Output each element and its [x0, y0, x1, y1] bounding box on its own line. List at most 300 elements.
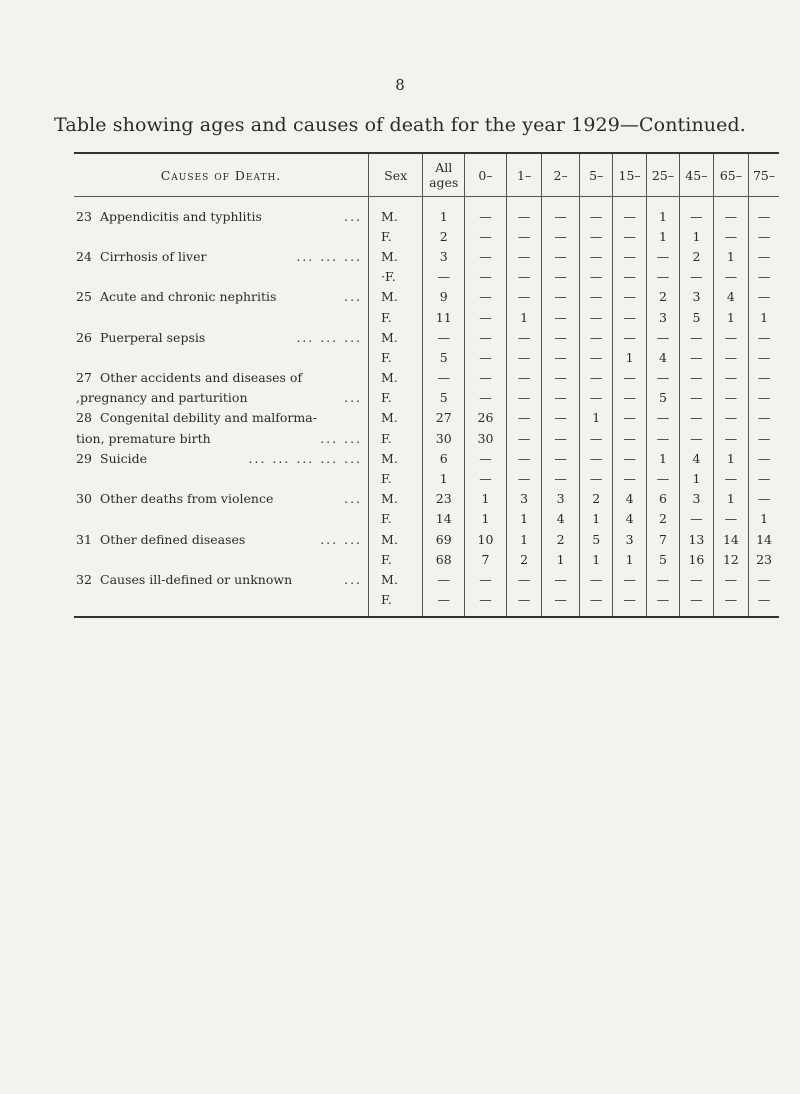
age-group-cell: — — [680, 197, 713, 227]
table-row — [74, 287, 779, 307]
sex-cell: M. — [369, 408, 423, 428]
age-group-cell: — — [506, 347, 542, 367]
age-group-cell: 5 — [680, 307, 713, 327]
all-ages-cell: 5 — [423, 347, 465, 367]
age-group-cell: — — [646, 267, 679, 287]
age-group-cell: — — [542, 569, 580, 589]
age-group-cell: 2 — [646, 287, 679, 307]
age-group-cell: 3 — [542, 489, 580, 509]
age-group-cell: — — [465, 267, 507, 287]
age-group-cell: — — [579, 267, 612, 287]
age-group-cell: 16 — [680, 549, 713, 569]
age-group-cell: — — [542, 226, 580, 246]
age-group-cell: 6 — [646, 489, 679, 509]
age-group-cell: — — [506, 327, 542, 347]
all-ages-cell: 14 — [423, 509, 465, 529]
cause-number: 28 — [76, 410, 92, 426]
sex-cell: F. — [369, 226, 423, 246]
table-row — [74, 347, 779, 367]
age-group-cell: — — [680, 428, 713, 448]
cause-cell — [74, 448, 369, 468]
age-group-cell: 4 — [680, 448, 713, 468]
age-group-cell: 1 — [613, 549, 646, 569]
cause-label: tion, premature birth — [76, 430, 211, 446]
age-group-cell: 2 — [579, 489, 612, 509]
age-group-cell: — — [506, 197, 542, 227]
all-ages-cell: 1 — [423, 468, 465, 488]
age-group-cell: — — [646, 468, 679, 488]
age-group-cell: — — [613, 408, 646, 428]
table-row — [74, 327, 779, 347]
age-group-cell: — — [749, 246, 779, 266]
age-group-cell: — — [680, 590, 713, 616]
cause-number: 25 — [76, 289, 92, 305]
age-group-cell: — — [465, 226, 507, 246]
leader-dots: ... — [344, 491, 363, 507]
age-group-cell: — — [749, 347, 779, 367]
age-group-cell: — — [465, 590, 507, 616]
sex-cell: F. — [369, 428, 423, 448]
leader-dots: ... ... ... — [296, 329, 363, 345]
age-group-cell: 23 — [749, 549, 779, 569]
age-group-cell: — — [579, 590, 612, 616]
age-group-cell: — — [542, 428, 580, 448]
age-group-cell: — — [579, 246, 612, 266]
age-group-cell: — — [680, 408, 713, 428]
age-group-cell: 1 — [713, 448, 749, 468]
age-group-cell: 1 — [579, 549, 612, 569]
age-group-cell: — — [465, 468, 507, 488]
header-age-group: 65– — [713, 154, 749, 197]
sex-cell: M. — [369, 327, 423, 347]
age-group-cell: — — [646, 428, 679, 448]
header-age-group: 75– — [749, 154, 779, 197]
age-group-cell: — — [506, 226, 542, 246]
age-group-cell: — — [613, 327, 646, 347]
age-group-cell: — — [613, 590, 646, 616]
page-title: Table showing ages and causes of death for the year 1929—Continued. — [54, 114, 746, 136]
cause-cell — [74, 368, 369, 388]
cause-cell — [74, 287, 369, 307]
table-row — [74, 489, 779, 509]
all-ages-cell: 1 — [423, 197, 465, 227]
age-group-cell: — — [613, 569, 646, 589]
table-row — [74, 197, 779, 227]
cause-label: Other deaths from violence — [100, 491, 274, 507]
age-group-cell: — — [749, 468, 779, 488]
leader-dots: ... ... — [320, 531, 363, 547]
age-group-cell: — — [465, 347, 507, 367]
all-ages-cell: 30 — [423, 428, 465, 448]
all-ages-cell: 5 — [423, 388, 465, 408]
cause-cell — [74, 590, 369, 616]
cause-cell — [74, 226, 369, 246]
age-group-cell: 2 — [542, 529, 580, 549]
sex-cell: M. — [369, 569, 423, 589]
age-group-cell: — — [542, 347, 580, 367]
age-group-cell: 1 — [713, 246, 749, 266]
age-group-cell: 1 — [506, 529, 542, 549]
age-group-cell: — — [646, 590, 679, 616]
cause-label: Puerperal sepsis — [100, 329, 206, 345]
cause-cell — [74, 569, 369, 589]
sex-cell: M. — [369, 287, 423, 307]
age-group-cell: — — [713, 327, 749, 347]
cause-cell — [74, 529, 369, 549]
age-group-cell: — — [465, 569, 507, 589]
age-group-cell: — — [506, 408, 542, 428]
all-ages-cell: — — [423, 368, 465, 388]
age-group-cell: — — [749, 368, 779, 388]
age-group-cell: — — [680, 368, 713, 388]
death-causes-table — [74, 154, 779, 616]
table-row — [74, 226, 779, 246]
age-group-cell: — — [680, 509, 713, 529]
cause-label: Congenital debility and malforma- — [100, 410, 317, 426]
cause-label: Causes ill-defined or unknown — [100, 571, 293, 587]
age-group-cell: — — [579, 307, 612, 327]
age-group-cell: — — [542, 368, 580, 388]
cause-cell — [74, 267, 369, 287]
age-group-cell: 5 — [579, 529, 612, 549]
age-group-cell: — — [646, 408, 679, 428]
age-group-cell: 1 — [680, 468, 713, 488]
cause-number: 23 — [76, 208, 92, 224]
table-row — [74, 569, 779, 589]
age-group-cell: — — [646, 569, 679, 589]
age-group-cell: — — [579, 468, 612, 488]
table-row — [74, 368, 779, 388]
all-ages-cell: 68 — [423, 549, 465, 569]
age-group-cell: 5 — [646, 549, 679, 569]
age-group-cell: — — [713, 197, 749, 227]
age-group-cell: 1 — [579, 408, 612, 428]
age-group-cell: 1 — [542, 549, 580, 569]
age-group-cell: — — [680, 388, 713, 408]
all-ages-cell: — — [423, 327, 465, 347]
all-ages-cell: — — [423, 569, 465, 589]
age-group-cell: — — [613, 468, 646, 488]
age-group-cell: 3 — [680, 287, 713, 307]
age-group-cell: — — [506, 428, 542, 448]
header-cause: Causes of Death. — [74, 154, 369, 197]
age-group-cell: 4 — [613, 509, 646, 529]
cause-cell — [74, 327, 369, 347]
age-group-cell: 3 — [646, 307, 679, 327]
age-group-cell: — — [579, 327, 612, 347]
age-group-cell: — — [713, 388, 749, 408]
age-group-cell: — — [506, 267, 542, 287]
header-all-ages-line2: ages — [429, 175, 459, 190]
cause-number: 27 — [76, 370, 92, 386]
age-group-cell: 7 — [465, 549, 507, 569]
table-row — [74, 529, 779, 549]
cause-cell — [74, 468, 369, 488]
age-group-cell: — — [465, 307, 507, 327]
header-age-group: 5– — [579, 154, 612, 197]
age-group-cell: — — [465, 327, 507, 347]
age-group-cell: — — [713, 408, 749, 428]
age-group-cell: 30 — [465, 428, 507, 448]
sex-cell: M. — [369, 368, 423, 388]
table-body — [74, 197, 779, 616]
table-header-row — [74, 154, 779, 197]
sex-cell: ·F. — [369, 267, 423, 287]
age-group-cell: — — [579, 388, 612, 408]
header-age-group: 2– — [542, 154, 580, 197]
cause-cell — [74, 549, 369, 569]
age-group-cell: — — [506, 569, 542, 589]
age-group-cell: — — [579, 287, 612, 307]
table-row — [74, 590, 779, 616]
leader-dots: ... — [344, 390, 363, 406]
age-group-cell: 1 — [506, 307, 542, 327]
sex-cell: F. — [369, 307, 423, 327]
all-ages-cell: 11 — [423, 307, 465, 327]
table-row — [74, 246, 779, 266]
age-group-cell: — — [749, 590, 779, 616]
age-group-cell: — — [579, 226, 612, 246]
age-group-cell: — — [579, 347, 612, 367]
age-group-cell: — — [713, 226, 749, 246]
age-group-cell: 3 — [680, 489, 713, 509]
age-group-cell: — — [506, 448, 542, 468]
cause-number: 26 — [76, 329, 92, 345]
age-group-cell: 4 — [713, 287, 749, 307]
cause-label: Other accidents and diseases of — [100, 370, 303, 386]
age-group-cell: 5 — [646, 388, 679, 408]
age-group-cell: — — [613, 287, 646, 307]
cause-cell — [74, 408, 369, 428]
age-group-cell: — — [542, 448, 580, 468]
age-group-cell: — — [749, 489, 779, 509]
age-group-cell: 7 — [646, 529, 679, 549]
table-row — [74, 428, 779, 448]
age-group-cell: — — [542, 590, 580, 616]
age-group-cell: — — [465, 448, 507, 468]
age-group-cell: — — [542, 246, 580, 266]
cause-cell — [74, 197, 369, 227]
age-group-cell: 1 — [646, 226, 679, 246]
sex-cell: F. — [369, 388, 423, 408]
age-group-cell: — — [613, 428, 646, 448]
cause-number: 30 — [76, 491, 92, 507]
age-group-cell: — — [680, 267, 713, 287]
age-group-cell: — — [749, 267, 779, 287]
age-group-cell: — — [613, 307, 646, 327]
age-group-cell: 14 — [713, 529, 749, 549]
age-group-cell: — — [646, 368, 679, 388]
all-ages-cell: 3 — [423, 246, 465, 266]
leader-dots: ... ... — [320, 430, 363, 446]
age-group-cell: — — [713, 468, 749, 488]
sex-cell: F. — [369, 347, 423, 367]
age-group-cell: — — [680, 327, 713, 347]
age-group-cell: — — [749, 408, 779, 428]
header-sex: Sex — [369, 154, 423, 197]
cause-label: Acute and chronic nephritis — [100, 289, 277, 305]
cause-cell — [74, 388, 369, 408]
header-age-group: 1– — [506, 154, 542, 197]
sex-cell: M. — [369, 489, 423, 509]
age-group-cell: 1 — [713, 489, 749, 509]
cause-label: Cirrhosis of liver — [100, 248, 207, 264]
table-row — [74, 267, 779, 287]
leader-dots: ... — [344, 208, 363, 224]
age-group-cell: 1 — [749, 509, 779, 529]
table-row — [74, 509, 779, 529]
age-group-cell: — — [613, 388, 646, 408]
age-group-cell: — — [613, 368, 646, 388]
age-group-cell: — — [613, 448, 646, 468]
header-age-group: 0– — [465, 154, 507, 197]
header-all-ages-line1: All — [435, 160, 453, 175]
cause-cell — [74, 307, 369, 327]
all-ages-cell: 2 — [423, 226, 465, 246]
header-all-ages — [423, 154, 465, 197]
age-group-cell: — — [506, 246, 542, 266]
sex-cell: F. — [369, 549, 423, 569]
age-group-cell: 2 — [680, 246, 713, 266]
age-group-cell: — — [506, 287, 542, 307]
age-group-cell: 3 — [613, 529, 646, 549]
age-group-cell: — — [749, 388, 779, 408]
table-row — [74, 307, 779, 327]
age-group-cell: — — [465, 287, 507, 307]
age-group-cell: 1 — [506, 509, 542, 529]
age-group-cell: 4 — [613, 489, 646, 509]
age-group-cell: 2 — [506, 549, 542, 569]
header-age-group: 25– — [646, 154, 679, 197]
all-ages-cell: 6 — [423, 448, 465, 468]
age-group-cell: — — [749, 428, 779, 448]
age-group-cell: — — [506, 388, 542, 408]
table-row — [74, 408, 779, 428]
table-row — [74, 549, 779, 569]
age-group-cell: — — [713, 509, 749, 529]
cause-cell — [74, 509, 369, 529]
age-group-cell: — — [613, 267, 646, 287]
age-group-cell: 1 — [579, 509, 612, 529]
age-group-cell: 1 — [465, 489, 507, 509]
header-age-group: 15– — [613, 154, 646, 197]
age-group-cell: — — [542, 327, 580, 347]
age-group-cell: — — [749, 197, 779, 227]
age-group-cell: — — [506, 368, 542, 388]
page-number: 8 — [395, 76, 405, 94]
age-group-cell: 26 — [465, 408, 507, 428]
age-group-cell: — — [749, 226, 779, 246]
age-group-cell: 1 — [749, 307, 779, 327]
age-group-cell: 13 — [680, 529, 713, 549]
death-causes-table-wrap — [74, 152, 779, 618]
age-group-cell: 2 — [646, 509, 679, 529]
sex-cell: F. — [369, 590, 423, 616]
header-age-group: 45– — [680, 154, 713, 197]
cause-label: Appendicitis and typhlitis — [100, 208, 262, 224]
age-group-cell: — — [613, 226, 646, 246]
age-group-cell: — — [646, 246, 679, 266]
age-group-cell: — — [579, 428, 612, 448]
age-group-cell: — — [613, 246, 646, 266]
sex-cell: M. — [369, 246, 423, 266]
table-row — [74, 388, 779, 408]
age-group-cell: — — [749, 327, 779, 347]
cause-cell — [74, 347, 369, 367]
age-group-cell: — — [713, 428, 749, 448]
age-group-cell: — — [465, 388, 507, 408]
age-group-cell: — — [542, 307, 580, 327]
cause-number: 29 — [76, 450, 92, 466]
all-ages-cell: 69 — [423, 529, 465, 549]
all-ages-cell: 23 — [423, 489, 465, 509]
age-group-cell: 14 — [749, 529, 779, 549]
all-ages-cell: — — [423, 590, 465, 616]
age-group-cell: 1 — [713, 307, 749, 327]
cause-number: 32 — [76, 571, 92, 587]
age-group-cell: 1 — [646, 448, 679, 468]
sex-cell: M. — [369, 448, 423, 468]
age-group-cell: 1 — [680, 226, 713, 246]
age-group-cell: 1 — [646, 197, 679, 227]
age-group-cell: 1 — [613, 347, 646, 367]
age-group-cell: 4 — [542, 509, 580, 529]
age-group-cell: — — [713, 569, 749, 589]
leader-dots: ... ... ... — [296, 248, 363, 264]
age-group-cell: — — [542, 267, 580, 287]
age-group-cell: — — [542, 197, 580, 227]
age-group-cell: — — [579, 197, 612, 227]
age-group-cell: 1 — [465, 509, 507, 529]
age-group-cell: — — [579, 448, 612, 468]
leader-dots: ... — [344, 289, 363, 305]
age-group-cell: — — [749, 569, 779, 589]
sex-cell: M. — [369, 529, 423, 549]
age-group-cell: — — [542, 388, 580, 408]
age-group-cell: — — [680, 569, 713, 589]
age-group-cell: 3 — [506, 489, 542, 509]
all-ages-cell: — — [423, 267, 465, 287]
age-group-cell: — — [713, 368, 749, 388]
age-group-cell: — — [713, 590, 749, 616]
age-group-cell: 10 — [465, 529, 507, 549]
age-group-cell: — — [579, 569, 612, 589]
table-row — [74, 468, 779, 488]
cause-number: 31 — [76, 531, 92, 547]
leader-dots: ... — [344, 571, 363, 587]
age-group-cell: — — [542, 287, 580, 307]
age-group-cell: 12 — [713, 549, 749, 569]
cause-label: Other defined diseases — [100, 531, 246, 547]
age-group-cell: — — [465, 246, 507, 266]
all-ages-cell: 9 — [423, 287, 465, 307]
age-group-cell: — — [579, 368, 612, 388]
table-row — [74, 448, 779, 468]
cause-cell — [74, 428, 369, 448]
age-group-cell: — — [506, 468, 542, 488]
cause-label: ,pregnancy and parturition — [76, 390, 248, 406]
age-group-cell: — — [465, 368, 507, 388]
age-group-cell: — — [713, 267, 749, 287]
age-group-cell: — — [646, 327, 679, 347]
age-group-cell: — — [465, 197, 507, 227]
age-group-cell: — — [713, 347, 749, 367]
age-group-cell: — — [749, 287, 779, 307]
sex-cell: F. — [369, 468, 423, 488]
age-group-cell: — — [542, 408, 580, 428]
age-group-cell: — — [749, 448, 779, 468]
age-group-cell: — — [506, 590, 542, 616]
